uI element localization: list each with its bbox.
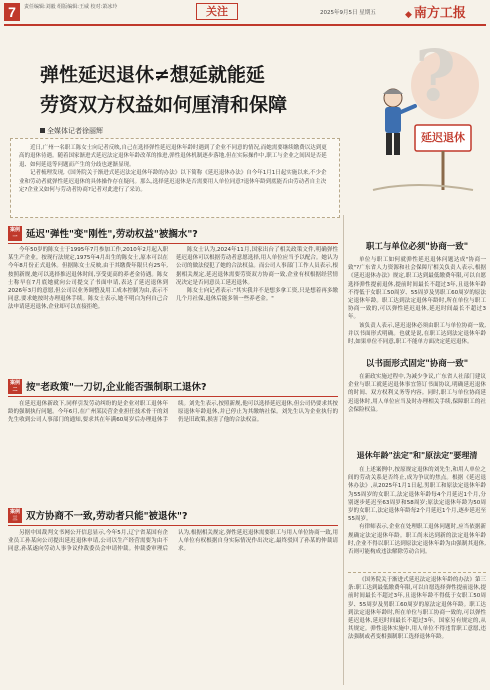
- case-3-text: 另据中国裁判文书网公开信息显示,今年5月,辽宁省某国有企业员工孙某向公司提出延迟退休申请,公司以生产经营需要为由不同意,孙某遂向劳动人事争议仲裁委员会申请仲裁。仲裁委审理后认为,根据相关规定,弹性延迟退休需要职工与用人单位协商一致,用人单位有权根据自身实际情况作出决定,最终驳回了孙某的仲裁请求。: [8, 530, 338, 553]
- svg-text:?: ?: [415, 40, 457, 117]
- right-column-2: [348, 373, 486, 445]
- right-column-3: [348, 466, 486, 566]
- headline-line-1: 弹性延迟退休≠想延就能延: [40, 64, 265, 86]
- right-text-1: 单位与职工如何就弹性延迟退休问题达成"协商一致"?广东省人力资源和社会保障厅相关负责人表示,根据《延迟退休办法》规定,职工达到最低缴费年限,可以自愿选择弹性提前退休,提前时间最长不超过3年,且退休年龄不得低于女职工50周岁、55周岁及男职工60周岁的原法定退休年龄。职工达到法定退休年龄时,所在单位与职工协商一致的,可以弹性延迟退休,延迟时间最长不超过3年。: [348, 257, 486, 321]
- retirement-illustration-icon: [345, 40, 485, 210]
- case-2-body: [8, 400, 338, 500]
- case-2-tag: 案例二: [9, 379, 20, 393]
- byline: 全媒体记者徐丽辉: [40, 126, 103, 136]
- case-2-title: 按"老政策"一刀切,企业能否强制职工退休?: [26, 382, 207, 393]
- case-1-text: 今年50岁的陈女士于1995年7月参加工作,2010年2月起入职某生产企业。按现行法规定,1975年4月出生的陈女士,原本可以在今年8月份正式退休。但据陈女士反映,由于其缴费年限只有25年,按照新规,她可以选择推迟退休时间,享受更高的养老金待遇。陈女士称早在7月底她就向公司提交了书面申请,表达了延迟退休到2026年3月的意愿,但公司以业务调整及用工成本控制为由,表示不同意,要求她按时办理退休手续。陈女士表示,她不明白为何自己合法申请延迟退休,企业却可以直接拒绝。: [8, 247, 168, 311]
- editor-credits: 责任编辑:刘毅 组版编辑:王威 校对:萧冰玲: [24, 4, 118, 10]
- right-text-1b: 该负责人表示,延迟退休必须由职工与单位协商一致,并以书面形式明确。也就是说,在职工达到法定退休年龄时,如果单位不同意,职工不能单方面决定延迟退休。: [348, 322, 486, 346]
- column-divider: [343, 215, 344, 685]
- case-3-body: [8, 529, 338, 685]
- header-rule: [4, 24, 486, 26]
- case-2-rule: [8, 396, 338, 397]
- case-3-title: 双方协商不一致,劳动者只能"被退休"?: [26, 511, 188, 522]
- case-3-tag: 案例三: [9, 508, 20, 522]
- right-heading-1: 职工与单位必须"协商一致": [365, 242, 469, 252]
- issue-date: 2025年9月5日 星期五: [320, 10, 376, 16]
- case-2-text: 在延迟退休新政下,同样引发劳动纠纷的是企业对职工退休年龄的强制执行问题。今年6月,在广州某民营企业担任技术骨干的刘先生收到公司人事部门的通知,要求其在年满60周岁后办理退休手续。刘先生表示,按照新规,他可以选择延迟退休,但公司仍要求其按原退休年龄退休,并已停止为其缴纳社保。刘先生认为企业执行的仍是旧政策,损害了他的合法权益。: [8, 401, 338, 424]
- intro-paragraph: 记者梳理发现,《国务院关于渐进式延迟法定退休年龄的办法》以下简称《延迟退休办法》自今年1月1日起实施以来,不少企业和劳动者就弹性延迟退休的具体操作存在疑问。那么,选择延迟退休是否需要用人单位同意?退休年龄到底能否由劳动者自主决定?企业又如何与劳动者协商?记者对此进行了采访。: [19, 170, 327, 194]
- logo-text: 南方工报: [413, 6, 466, 21]
- case-1-heading: [8, 225, 198, 241]
- right-heading-2: 以书面形式固定"协商一致": [365, 359, 469, 369]
- intro-paragraph: 近日,广州一名职工陈女士向记者反映,自己在选择弹性延迟退休年龄时遇到了企业不同意的情况,而她需要继续缴费以达到更高的退休待遇。随着国家渐进式延迟法定退休年龄改革的推进,弹性退休机制逐步落地,但在实际操作中,职工与企业之间因是否延退、如何延退等问题而产生的分歧也逐渐显现。: [19, 145, 327, 168]
- case-3-heading: [8, 507, 188, 523]
- intro-box: [10, 138, 340, 218]
- page-header: [0, 0, 490, 26]
- section-label: 关注: [196, 3, 238, 20]
- case-3-rule: [8, 525, 338, 526]
- newspaper-logo: [405, 2, 466, 21]
- illustration-sign-label: 延迟退休: [421, 131, 465, 144]
- headline: [40, 60, 340, 120]
- case-1-title: 延迟"弹性"变"刚性",劳动权益"被搁水"?: [26, 229, 198, 240]
- page-number: 7: [4, 3, 20, 21]
- case-1-column-right: [176, 246, 338, 372]
- right-column-1: [348, 256, 486, 352]
- case-1-rule: [8, 243, 338, 244]
- case-1-text-3: 陈女士向记者表示:"其实我并不是想多拿工资,只是想着再多缴几个月社保,退休后能多领一些养老金。": [176, 288, 338, 303]
- right-text-2: 在新政实施过程中,为减少争议,广东省人社部门建议企业与职工就延迟退休事宜签订书面协议,明确延迟退休的时间、双方权利义务等内容。同时,职工与单位协商延迟退休时,用人单位应当及时办理相关手续,保障职工的社会保险权益。: [348, 374, 486, 413]
- case-1-text-2: 陈女士认为,2024年11月,国家出台了相关政策文件,明确弹性延迟退休可以根据劳动者意愿选择,用人单位应当予以配合。她认为公司的做法侵犯了她的合法权益。而公司人事部门工作人员表示,根据相关规定,延迟退休需要劳资双方协商一致,企业有权根据经营情况决定是否同意员工延迟退休。: [176, 247, 338, 286]
- right-text-3b: 有律师表示,企业在处理职工退休问题时,应当依据新规确定法定退休年龄。职工尚未达到新的法定退休年龄时,企业不得以职工达到原法定退休年龄为由强制其退休,否则可能构成违法解除劳动合同。: [348, 524, 486, 556]
- case-1-tag: 案例一: [9, 226, 20, 240]
- case-2-heading: [8, 378, 207, 394]
- policy-note: [348, 572, 486, 686]
- right-heading-3: 退休年龄"法定"和"原法定"要理清: [356, 451, 478, 460]
- right-text-3: 在上述案例中,按原规定退休的刘先生,和用人单位之间的劳动关系是否终止,成为争议的焦点。根据《延迟退休办法》,从2025年1月1日起,男职工和原法定退休年龄为55周岁的女职工,法定退休年龄每4个月延迟1个月,分别逐步延迟至63周岁和58周岁;原法定退休年龄为50周岁的女职工,法定退休年龄每2个月延迟1个月,逐步延迟至55周岁。: [348, 467, 486, 523]
- illustration: [345, 40, 485, 210]
- policy-note-text: 《国务院关于渐进式延迟法定退休年龄的办法》第三条:职工达到最低缴费年限,可以自愿选择弹性提前退休,提前时间最长不超过3年,且退休年龄不得低于女职工50周岁、55周岁及男职工60周岁的原法定退休年龄。职工达到法定退休年龄时,所在单位与职工协商一致的,可以弹性延迟退休,延迟时间最长不超过3年。国家另有规定的,从其规定。弹性退休实施中,用人单位不得违背职工意愿,违法强制或者变相强制职工选择退休年龄。: [348, 577, 486, 641]
- case-1-column-left: [8, 246, 168, 372]
- logo-mark-icon: ◆: [405, 10, 412, 20]
- headline-line-2: 劳资双方权益如何厘清和保障: [40, 94, 288, 116]
